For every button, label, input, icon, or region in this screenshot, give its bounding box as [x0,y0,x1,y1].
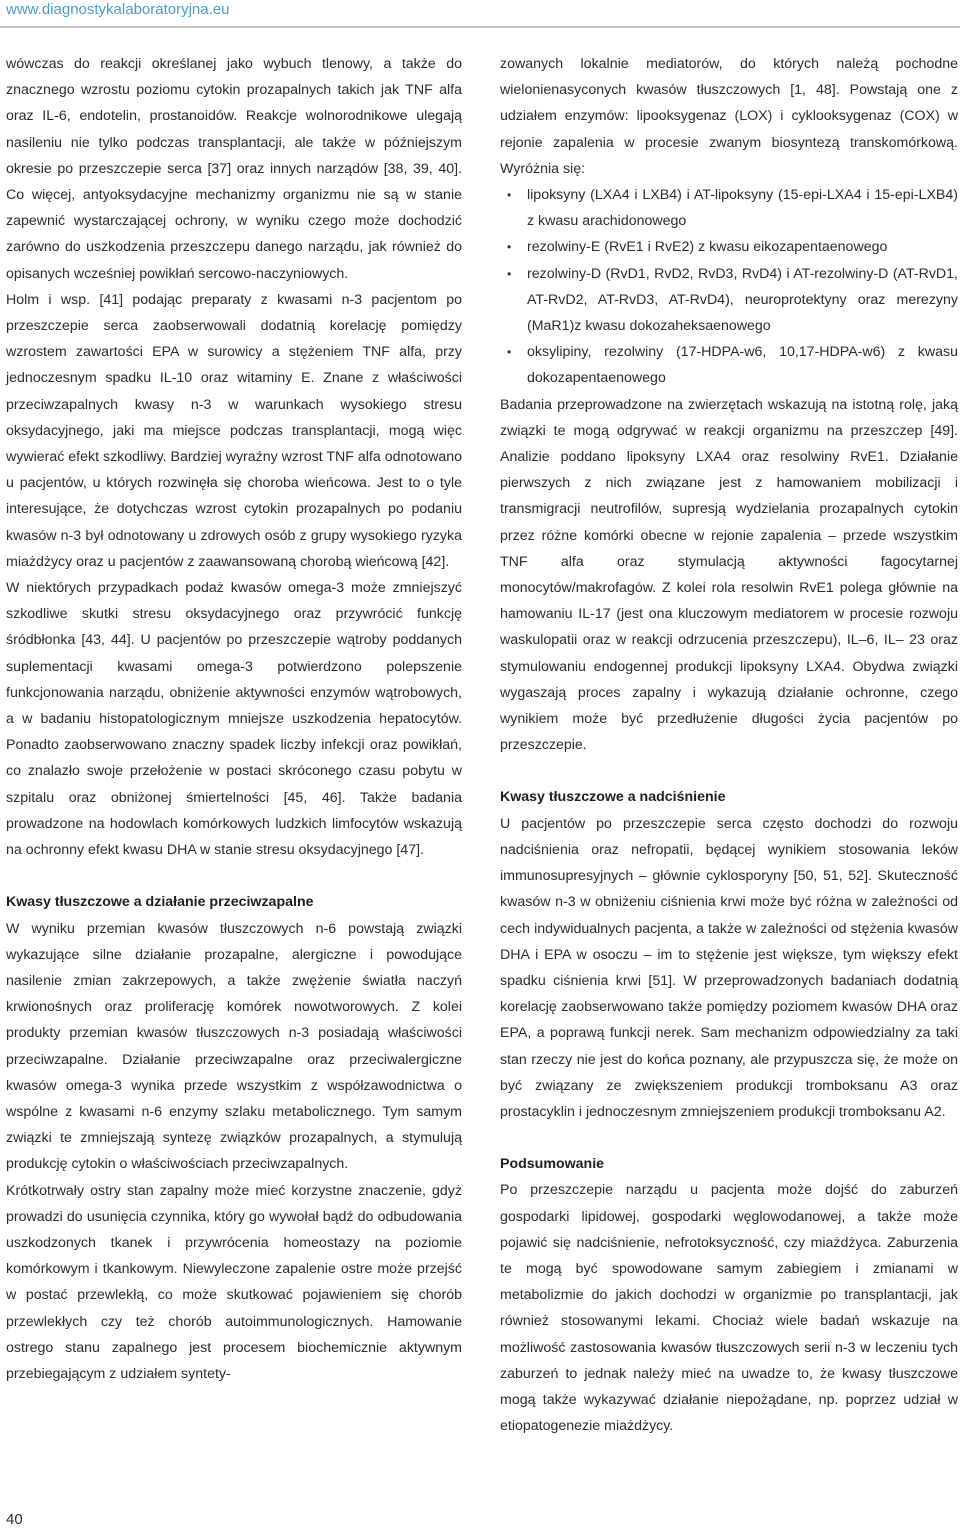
section-spacer [500,1125,958,1151]
left-column [6,51,462,1387]
list-item [500,182,958,234]
left-paragraph-5: Krótkotrwały ostry stan zapalny może mieć korzystne znaczenie, gdyż prowadzi do usunięcia czynnika, który go wywołał bądź do odbudowania uszkodzonych tkanek i przywrócenia homeostazy na poziomie komórkowym i tkankowym. Niewyleczone zapalenie ostre może przejść w postać przewlekłą, co może skutkować pojawieniem się chorób przewlekłych czy też chorób autoimmunologicznych. Hamowanie ostrego stanu zapalnego jest procesem biochemicznie aktywnym przebiegającym z udziałem syntety- [6,1182,462,1382]
list-item [500,261,958,340]
bullet-icon: • [507,266,512,281]
header-divider [0,26,960,28]
list-item-text: rezolwiny-D (RvD1, RvD2, RvD3, RvD4) i AT-rezolwiny-D (AT-RvD1, AT-RvD2, AT-RvD3, AT-RvD4), neuroprotektyny oraz merezyny (MaR1)z kwasu dokozaheksaenowego [527,265,958,335]
list-item-text: oksylipiny, rezolwiny (17-HDPA-w6, 10,17-HDPA-w6) z kwasu dokozapentaenowego [527,344,958,387]
site-url-link[interactable]: www.diagnostykalaboratoryjna.eu [6,1,230,18]
list-item [500,339,958,391]
list-item-text: rezolwiny-E (RvE1 i RvE2) z kwasu eikozapentaenowego [527,239,888,256]
left-paragraph-1: wówczas do reakcji określanej jako wybuch tlenowy, a także do znacznego wzrostu poziomu cytokin prozapalnych takich jak TNF alfa oraz IL-6, endotelin, prostanoidów. Reakcje wolnorodnikowe ulegają nasileniu nie tylko podczas transplantacji, ale także w późniejszym okresie po przeszczepie serca [37] oraz innych narządów [38, 39, 40]. Co więcej, antyoksydacyjne mechanizmy organizmu nie są w stanie zapewnić wystarczającej ochrony, w wyniku czego może dochodzić zarówno do uszkodzenia przeszczepu danego narządu, jak również do opisanych wcześniej powikłań sercowo-naczyniowych. [6,56,462,282]
section-heading-summary: Podsumowanie [500,1156,605,1173]
section-heading-anti-inflammatory: Kwasy tłuszczowe a działanie przeciwzapalne [6,894,314,911]
bullet-icon: • [507,188,512,203]
right-paragraph-4: Po przeszczepie narządu u pacjenta może dojść do zaburzeń gospodarki lipidowej, gospodarki węglowodanowej, a także może pojawić się nadciśnienie, nefrotoksyczność, czy miażdżyca. Zaburzenia te mogą być spowodowane samym zabiegiem i zmianami w metabolizmie do jakich dochodzi w organizmie po transplantacji, jak również stosowanymi lekami. Chociaż wiele badań wskazuje na możliwość zastosowania kwasów tłuszczowych serii n-3 w leczeniu tych zaburzeń to jednak należy mieć na uwadze to, że kwasy tłuszczowe mogą także wykazywać działanie niepożądane, np. poprzez udział w etiopatogenezie miażdżycy. [500,1182,958,1435]
left-paragraph-3: W niektórych przypadkach podaż kwasów omega-3 może zmniejszyć szkodliwe skutki stresu oksydacyjnego oraz przywrócić funkcję śródbłonka [43, 44]. U pacjentów po przeszczepie wątroby poddanych suplementacji kwasami omega-3 potwierdzono polepszenie funkcjonowania narządu, obniżenie aktywności enzymów wątrobowych, a w badaniu histopatologicznym mniejsze uszkodzenia hepatocytów. Ponadto zaobserwowano znaczny spadek liczby infekcji oraz powikłań, co znalazło swoje przełożenie w postaci skróconego czasu pobytu w szpitalu oraz obniżonej śmiertelności [45, 46]. Także badania prowadzone na hodowlach komórkowych ludzkich limfocytów wskazują na ochronny efekt kwasu DHA w stanie stresu oksydacyjnego [47]. [6,580,462,859]
section-heading-hypertension: Kwasy tłuszczowe a nadciśnienie [500,789,726,806]
left-paragraph-4: W wyniku przemian kwasów tłuszczowych n-6 powstają związki wykazujące silne działanie prozapalne, alergiczne i powodujące nasilenie zmian zakrzepowych, a także zwężenie światła naczyń krwionośnych oraz proliferację komórek nowotworowych. Z kolei produkty przemian kwasów tłuszczowych n-3 posiadają właściwości przeciwzapalne. Działanie przeciwzapalne oraz przeciwalergiczne kwasów omega-3 wynika przede wszystkim z współzawodnictwa o wspólne z kwasami n-6 enzymy szlaku metabolicznego. Tym samym związki te zmniejszają syntezę związków prozapalnych, a stymulują produkcję cytokin o właściwościach przeciwzapalnych. [6,920,462,1173]
left-paragraph-2: Holm i wsp. [41] podając preparaty z kwasami n-3 pacjentom po przeszczepie serca zaobserwowali dodatnią korelację pomiędzy wzrostem zawartości EPA w surowicy a stężeniem TNF alfa, przy jednoczesnym spadku IL-10 oraz witaminy E. Znane z właściwości przeciwzapalnych kwasy n-3 w warunkach wysokiego stresu oksydacyjnego, jaki ma miejsce podczas transplantacji, mogą więc wywierać efekt szkodliwy. Bardziej wyraźny wzrost TNF alfa odnotowano u pacjentów, u których rozwinęła się choroba wieńcowa. Jest to o tyle interesujące, że dotychczas wzrost cytokin prozapalnych po podaniu kwasów n-3 był odnotowany u zdrowych osób z grupy wysokiego ryzyka miażdżycy oraz u pacjentów z zaawansowaną chorobą wieńcową [42]. [6,291,463,570]
page-number: 40 [6,1511,23,1528]
list-item [500,234,958,260]
section-spacer [6,863,462,889]
right-column [500,51,958,1439]
right-paragraph-2: Badania przeprowadzone na zwierzętach wskazują na istotną rolę, jaką związki te mogą odgrywać w reakcji organizmu na przeszczep [49]. Analizie poddano lipoksyny LXA4 oraz resolwiny RvE1. Działanie pierwszych z nich związane jest z hamowaniem mobilizacji i transmigracji neutrofilów, supresją wydzielania prozapalnych cytokin przez różne komórki obecne w rejonie zapalenia – przede wszystkim TNF alfa oraz stymulacją aktywności fagocytarnej monocytów/makrofagów. Z kolei rola resolwin RvE1 polega głównie na hamowaniu IL-17 (jest ona kluczowym mediatorem w procesie rozwoju waskulopatii oraz w reakcji odrzucenia przeszczepu), IL–6, IL– 23 oraz stymulowaniu endogennej produkcji lipoksyny LXA4. Obydwa związki wygaszają proces zapalny i wykazują działanie ochronne, czego wynikiem może być przedłużenie długości życia pacjentów po przeszczepie. [500,396,958,754]
section-spacer [500,758,958,784]
list-item-text: lipoksyny (LXA4 i LXB4) i AT-lipoksyny (15-epi-LXA4 i 15-epi-LXB4) z kwasu arachidonowego [527,187,958,230]
bullet-icon: • [507,240,512,255]
right-paragraph-1: zowanych lokalnie mediatorów, do których należą pochodne wielonienasyconych kwasów tłuszczowych [1, 48]. Powstają one z udziałem enzymów: lipooksygenaz (LOX) i cyklooksygenaz (COX) w rejonie zapalenia w procesie zwanym biosyntezą transkomórkową. Wyróżnia się: [500,56,958,177]
right-paragraph-3: U pacjentów po przeszczepie serca często dochodzi do rozwoju nadciśnienia oraz nefropatii, będącej wynikiem stosowania leków immunosupresyjnych – głównie cyklosporyny [50, 51, 52]. Skuteczność kwasów n-3 w obniżeniu ciśnienia krwi może być różna w zależności od cech indywidualnych pacjenta, a także w zależności od stężenia kwasów DHA i EPA w osoczu – im to stężenie jest większe, tym większy efekt spadku ciśnienia krwi [51]. W przeprowadzonych badaniach dodatnią korelację zaobserwowano także pomiędzy poziomem kwasów DHA oraz EPA, a poprawą funkcji nerek. Sam mechanizm odpowiedzialny za taki stan rzeczy nie jest do końca poznany, ale przypuszcza się, że może on być związany ze zwiększeniem produkcji tromboksanu A3 oraz prostacyklin i jednoczesnym zmniejszeniem produkcji tromboksanu A2. [500,815,958,1120]
bullet-icon: • [507,345,512,360]
mediator-list [500,182,958,392]
